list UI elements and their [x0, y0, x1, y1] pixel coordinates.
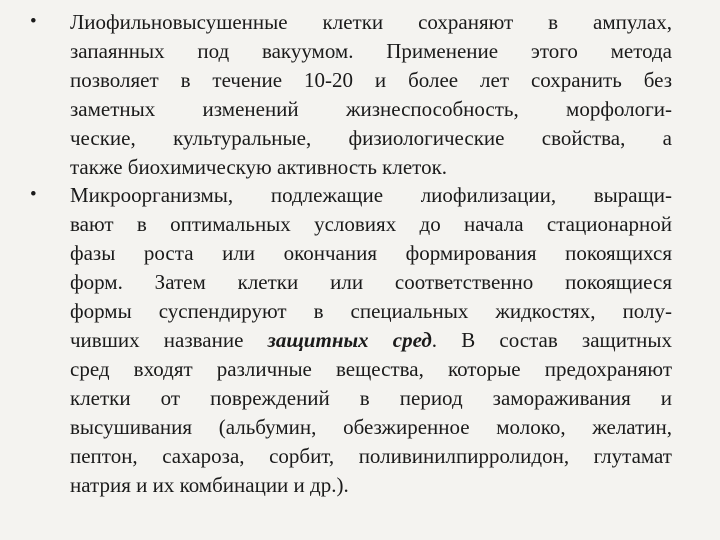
text-line: клетки от повреждений в период замораживания и — [70, 385, 672, 410]
text-line: вают в оптимальных условиях до начала стационарной — [70, 212, 672, 237]
bullet-mark: • — [30, 11, 37, 32]
bullet-list — [30, 8, 672, 499]
text-line: заметных изменений жизнеспособность, морфологи- — [70, 96, 672, 121]
bullet-paragraph — [70, 181, 672, 499]
text-line: натрия и их комбинации и др.). — [70, 472, 349, 497]
text-segment: чивших название — [70, 327, 268, 352]
bullet-item-lyophilized-storage — [30, 8, 672, 181]
text-line: запаянных под вакуумом. Применение этого метода — [70, 38, 672, 63]
emphasized-term: защитных сред — [267, 327, 432, 352]
text-segment: . В состав защитных — [431, 327, 672, 352]
text-line: пептон, сахароза, сорбит, поливинилпирролидон, глутамат — [70, 443, 672, 468]
text-line-with-term — [70, 326, 672, 355]
bullet-paragraph — [70, 8, 672, 181]
text-line: высушивания (альбумин, обезжиренное молоко, желатин, — [70, 414, 672, 439]
text-line: также биохимическую активность клеток. — [70, 154, 448, 179]
text-line: форм. Затем клетки или соответственно покоящиеся — [70, 270, 672, 295]
text-line: фазы роста или окончания формирования покоящихся — [70, 241, 672, 266]
bullet-item-protective-media — [30, 181, 672, 499]
bullet-mark: • — [30, 184, 37, 206]
text-line: формы суспендируют в специальных жидкостях, полу- — [70, 299, 672, 324]
text-line: ческие, культуральные, физиологические свойства, а — [70, 125, 672, 150]
text-line: позволяет в течение 10-20 и более лет сохранить без — [70, 67, 672, 92]
text-line: Микроорганизмы, подлежащие лиофилизации, выращи- — [70, 183, 672, 208]
text-line: сред входят различные вещества, которые предохраняют — [70, 356, 672, 381]
text-line: Лиофильновысушенные клетки сохраняют в ампулах, — [70, 10, 672, 34]
